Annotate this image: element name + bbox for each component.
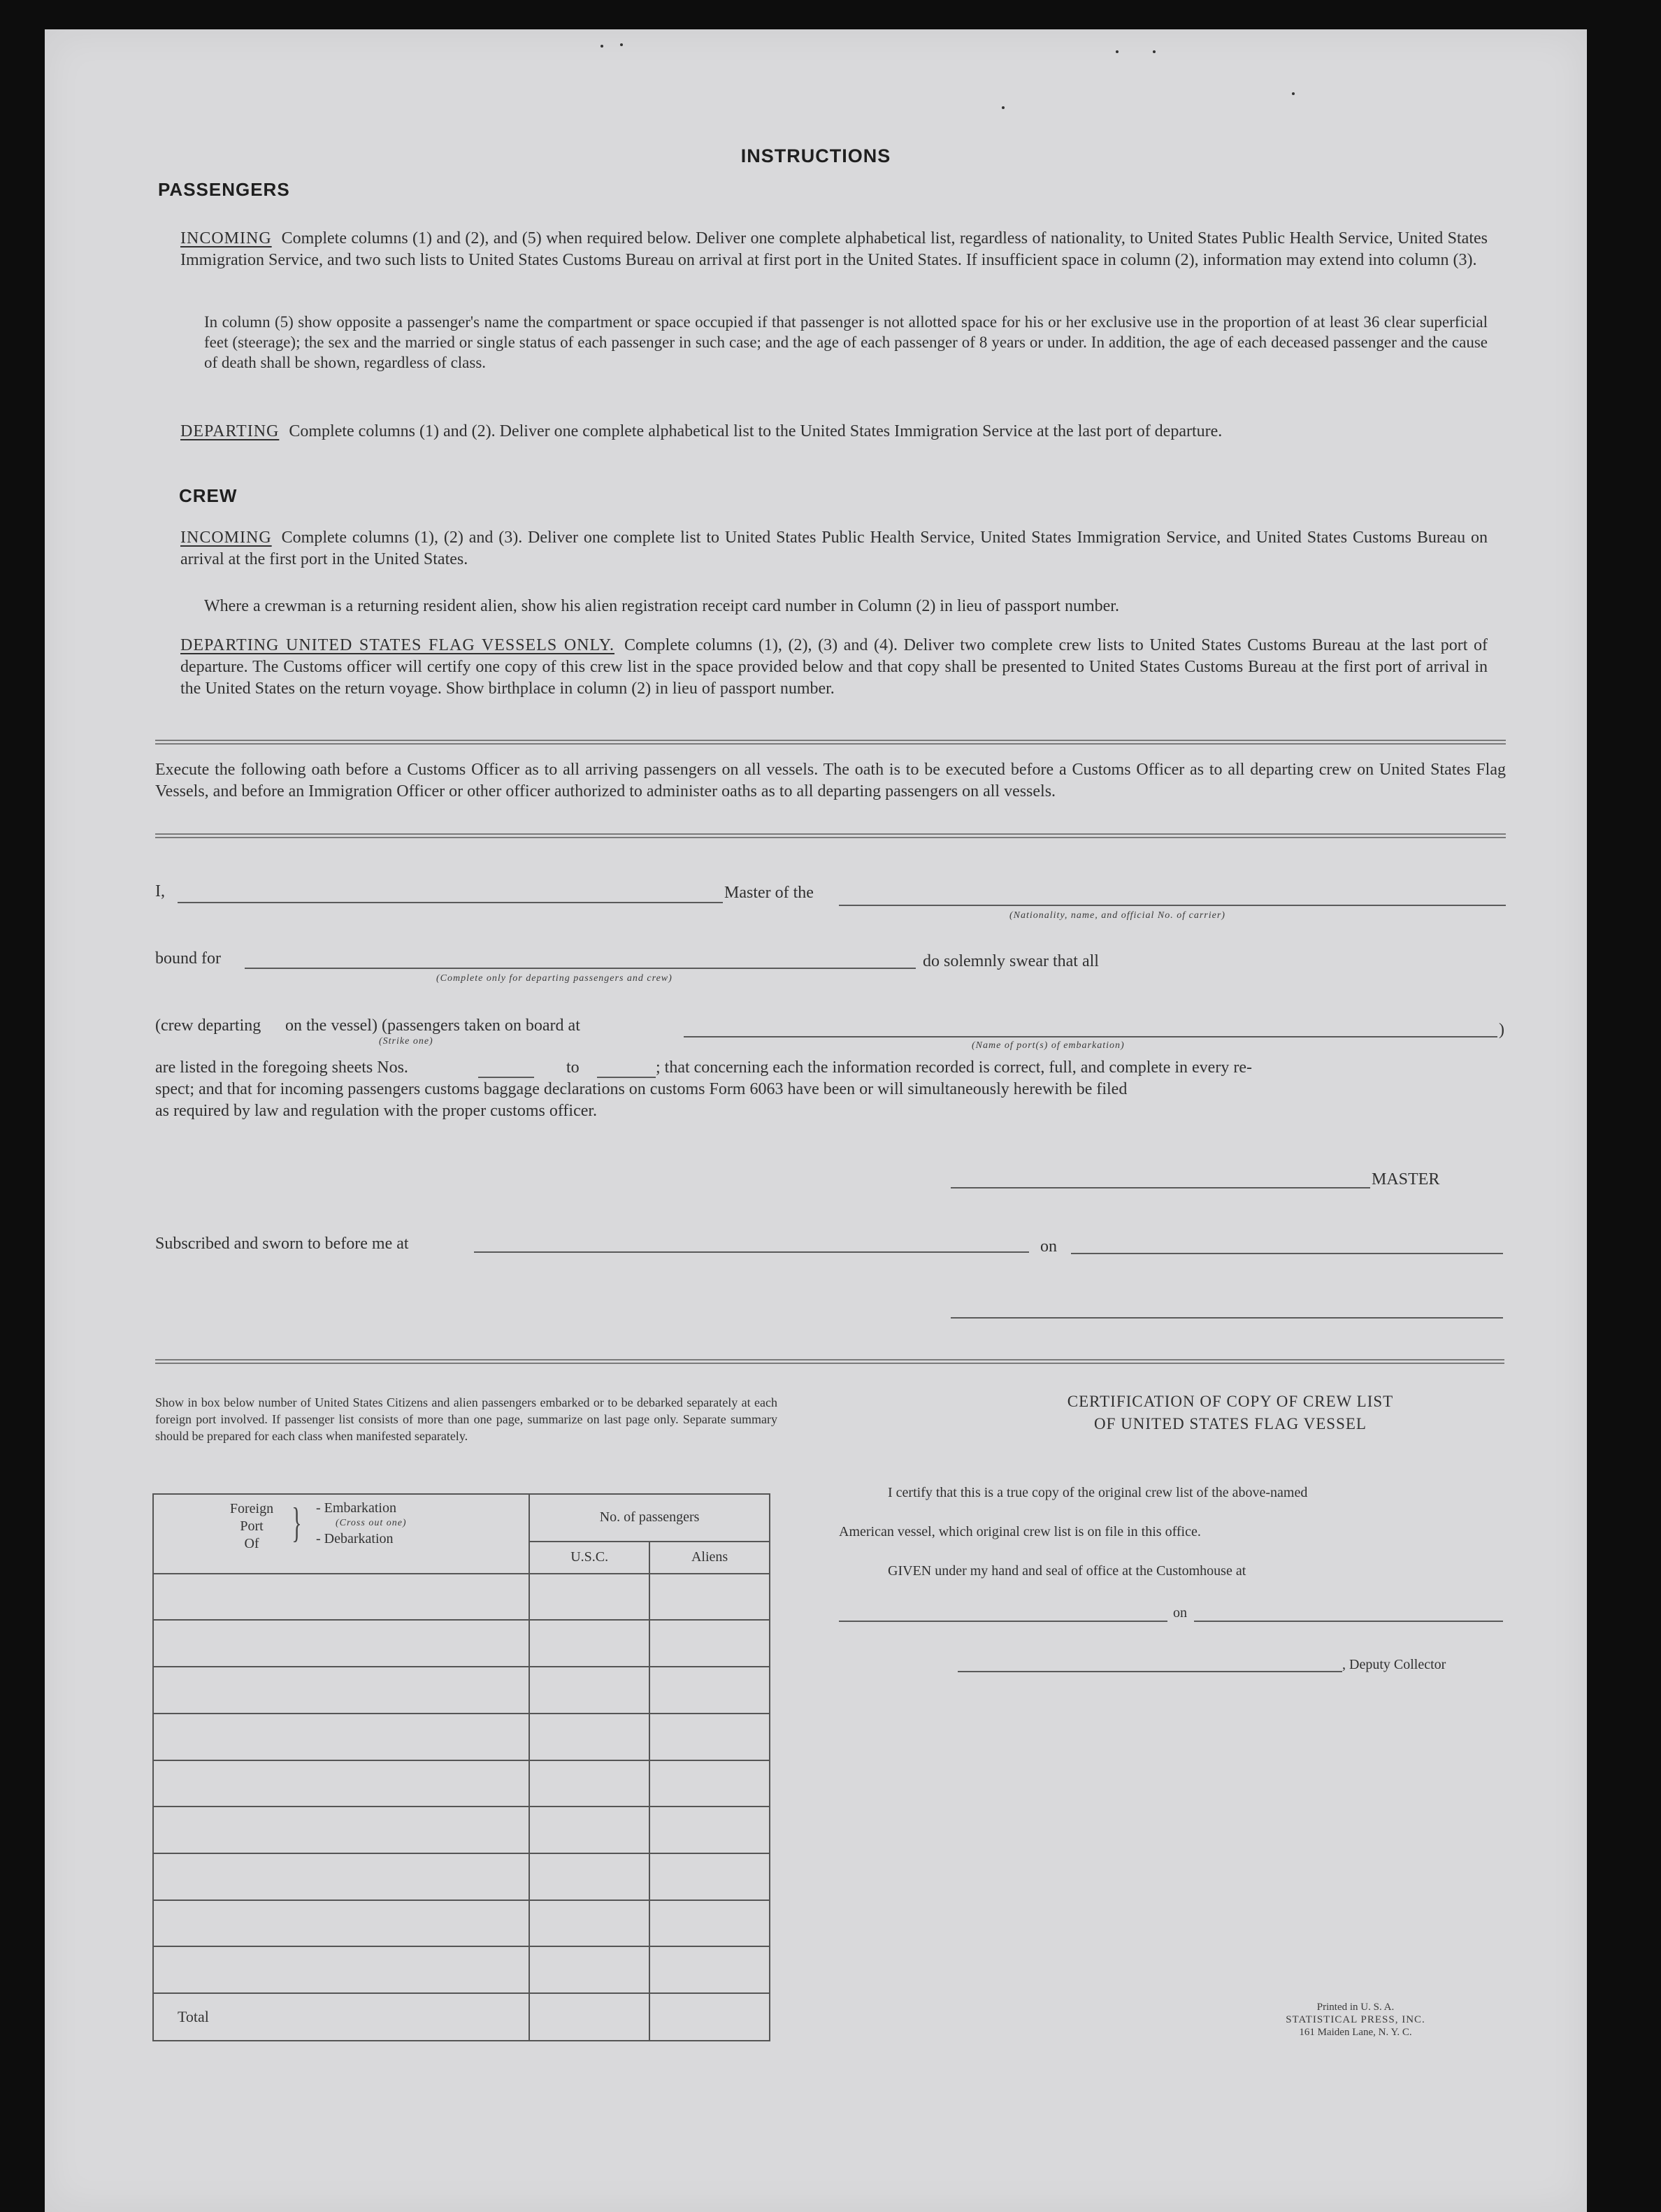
port-cell[interactable] [153, 1853, 529, 1900]
debarkation-option[interactable]: - Debarkation [316, 1531, 394, 1546]
crew-departing-text: Complete columns (1), (2), (3) and (4). Deliver two complete crew lists to United States Customs Bureau at the last port of departure. The Customs officer will certify one copy of this crew list in the space provided below and that copy shall be presented to United States Customs Bureau at the first port of arrival in the United States on the return voyage. Show birthplace in column (2) in lieu of passport number. [180, 636, 1488, 698]
divider [155, 833, 1506, 838]
usc-cell[interactable] [529, 1900, 649, 1947]
sworn-place-field[interactable] [474, 1251, 1029, 1253]
aliens-header: Aliens [649, 1542, 770, 1574]
no-of-passengers-header: No. of passengers [529, 1494, 770, 1542]
port-cell[interactable] [153, 1667, 529, 1714]
crew-departing-option[interactable]: (crew departing [155, 1017, 261, 1035]
listed-sheets-label: are listed in the foregoing sheets Nos. [155, 1058, 408, 1077]
port-cell[interactable] [153, 1807, 529, 1853]
subscribed-label: Subscribed and sworn to before me at [155, 1235, 409, 1253]
brace: } [292, 1500, 302, 1546]
strike-one-caption: (Strike one) [379, 1036, 433, 1047]
aliens-cell[interactable] [649, 1853, 770, 1900]
crew-heading: CREW [179, 485, 238, 506]
passengers-option[interactable]: on the vessel) (passengers taken on board at [285, 1017, 580, 1035]
oath-i-label: I, [155, 882, 165, 900]
of-label: Of [244, 1536, 259, 1551]
passengers-incoming-label: INCOMING [180, 229, 272, 247]
deputy-collector-label: , Deputy Collector [1342, 1657, 1446, 1672]
port-cell[interactable] [153, 1574, 529, 1621]
passengers-incoming-text: Complete columns (1) and (2), and (5) when required below. Deliver one complete alphabetical list, regardless of nationality, to United States Public Health Service, United States Immigration Service, and two such lists to United States Customs Bureau on arrival at first port in the United States. If insufficient space in column (2), information may extend into column (3). [180, 229, 1488, 269]
aliens-cell[interactable] [649, 1667, 770, 1714]
aliens-cell[interactable] [649, 1900, 770, 1947]
instructions-title: INSTRUCTIONS [740, 145, 891, 166]
passengers-incoming-paragraph [180, 228, 1488, 271]
speck [1292, 92, 1295, 95]
listed-text-b: ; that concerning each the information recorded is correct, full, and complete in every re- [656, 1058, 1252, 1077]
speck [1153, 50, 1156, 53]
port-cell[interactable] [153, 1946, 529, 1993]
crew-incoming-paragraph [180, 527, 1488, 570]
deputy-signature-field[interactable] [958, 1671, 1342, 1672]
officer-signature-field[interactable] [951, 1317, 1503, 1319]
usc-cell[interactable] [529, 1667, 649, 1714]
listed-to-label: to [566, 1058, 580, 1077]
sheet-from-field[interactable] [478, 1077, 534, 1078]
foreign-port-header [153, 1494, 529, 1574]
divider [155, 740, 1506, 745]
aliens-cell[interactable] [649, 1620, 770, 1667]
port-cell[interactable] [153, 1900, 529, 1947]
cross-out-caption: (Cross out one) [336, 1518, 407, 1528]
master-signature-field[interactable] [951, 1187, 1370, 1188]
swear-label: do solemnly swear that all [923, 952, 1099, 970]
crew-departing-label: DEPARTING UNITED STATES FLAG VESSELS ONLY. [180, 636, 614, 654]
customhouse-field[interactable] [839, 1621, 1167, 1622]
master-label: MASTER [1372, 1170, 1440, 1188]
master-name-field[interactable] [178, 902, 723, 903]
total-label: Total [153, 1993, 529, 2041]
sworn-date-field[interactable] [1071, 1253, 1503, 1254]
divider [155, 1359, 1504, 1364]
port-cell[interactable] [153, 1714, 529, 1760]
crew-incoming-label: INCOMING [180, 529, 272, 547]
aliens-cell[interactable] [649, 1760, 770, 1807]
usc-cell[interactable] [529, 1714, 649, 1760]
usc-cell[interactable] [529, 1620, 649, 1667]
form-page [45, 29, 1587, 2212]
speck [601, 45, 603, 48]
bound-for-label: bound for [155, 949, 221, 968]
listed-text-c: spect; and that for incoming passengers customs baggage declarations on customs Form 6063 have been or will simultaneously herewith be filed [155, 1080, 1128, 1098]
printer-line-2: STATISTICAL PRESS, INC. [1286, 2014, 1425, 2025]
embarkation-port-field[interactable] [684, 1036, 1497, 1037]
certify-on-label: on [1173, 1605, 1187, 1621]
port-cell[interactable] [153, 1760, 529, 1807]
usc-cell[interactable] [529, 1946, 649, 1993]
certify-date-field[interactable] [1194, 1621, 1503, 1622]
aliens-cell[interactable] [649, 1714, 770, 1760]
port-cell[interactable] [153, 1620, 529, 1667]
usc-cell[interactable] [529, 1853, 649, 1900]
close-paren: ) [1499, 1021, 1504, 1039]
port-label: Port [240, 1518, 264, 1534]
carrier-caption: (Nationality, name, and official No. of carrier) [1009, 910, 1225, 921]
usc-header: U.S.C. [529, 1542, 649, 1574]
sheet-to-field[interactable] [597, 1077, 656, 1078]
usc-cell[interactable] [529, 1574, 649, 1621]
sworn-on-label: on [1040, 1237, 1057, 1256]
summary-instructions: Show in box below number of United States Citizens and alien passengers embarked or to be debarked separately at each foreign port involved. If passenger list consists of more than one page, summarize on last page only. Separate summary should be prepared for each class when manifested separately. [155, 1395, 777, 1443]
bound-for-field[interactable] [245, 968, 916, 969]
usc-cell[interactable] [529, 1760, 649, 1807]
given-text: GIVEN under my hand and seal of office at the Customhouse at [888, 1563, 1246, 1579]
passengers-heading: PASSENGERS [158, 179, 290, 200]
certification-title-2: OF UNITED STATES FLAG VESSEL [1094, 1415, 1367, 1432]
embarkation-option[interactable]: - Embarkation [316, 1500, 396, 1516]
aliens-cell[interactable] [649, 1574, 770, 1621]
carrier-field[interactable] [839, 905, 1506, 906]
passengers-departing-text: Complete columns (1) and (2). Deliver one complete alphabetical list to the United States Immigration Service at the last port of departure. [289, 422, 1223, 440]
crew-departing-paragraph [180, 635, 1488, 700]
master-of-the-label: Master of the [724, 884, 814, 902]
crew-incoming-text: Complete columns (1), (2) and (3). Deliver one complete list to United States Public Health Service, United States Immigration Service, and United States Customs Bureau on arrival at the first port in the United States. [180, 529, 1488, 568]
total-aliens-cell[interactable] [649, 1993, 770, 2041]
port-caption: (Name of port(s) of embarkation) [972, 1040, 1125, 1051]
listed-text-d: as required by law and regulation with the proper customs officer. [155, 1102, 598, 1120]
aliens-cell[interactable] [649, 1946, 770, 1993]
speck [620, 43, 623, 46]
printer-imprint [1219, 2001, 1492, 2039]
crew-alien-paragraph: Where a crewman is a returning resident alien, show his alien registration receipt card number in Column (2) in lieu of passport number. [204, 597, 1119, 615]
passengers-departing-label: DEPARTING [180, 422, 280, 440]
speck [1116, 50, 1119, 53]
passengers-column5-paragraph: In column (5) show opposite a passenger's name the compartment or space occupied if that passenger is not allotted space for his or her exclusive use in the proportion of at least 36 clear superficial feet (steerage); the sex and the married or single status of each passenger in such case; and the age of each passenger of 8 years or under. In addition, the age of each deceased passenger and the cause of death shall be shown, regardless of class. [204, 313, 1488, 371]
passengers-departing-paragraph [180, 421, 1488, 443]
usc-cell[interactable] [529, 1807, 649, 1853]
certify-text-2: American vessel, which original crew list is on file in this office. [839, 1524, 1201, 1539]
oath-instruction: Execute the following oath before a Customs Officer as to all arriving passengers on all vessels. The oath is to be executed before a Customs Officer as to all departing crew on United States Flag Vessels, and before an Immigration Officer or other officer authorized to administer oaths as to all departing passengers on all vessels. [155, 761, 1506, 800]
bound-for-caption: (Complete only for departing passengers and crew) [436, 973, 673, 984]
printer-line-3: 161 Maiden Lane, N. Y. C. [1299, 2027, 1412, 2038]
certification-title-1: CERTIFICATION OF COPY OF CREW LIST [1067, 1393, 1394, 1410]
total-usc-cell[interactable] [529, 1993, 649, 2041]
certify-text-1: I certify that this is a true copy of the original crew list of the above-named [888, 1485, 1308, 1500]
passenger-summary-table [152, 1493, 770, 2041]
speck [1002, 106, 1005, 109]
printer-line-1: Printed in U. S. A. [1316, 2002, 1395, 2013]
aliens-cell[interactable] [649, 1807, 770, 1853]
foreign-label: Foreign [229, 1501, 274, 1516]
